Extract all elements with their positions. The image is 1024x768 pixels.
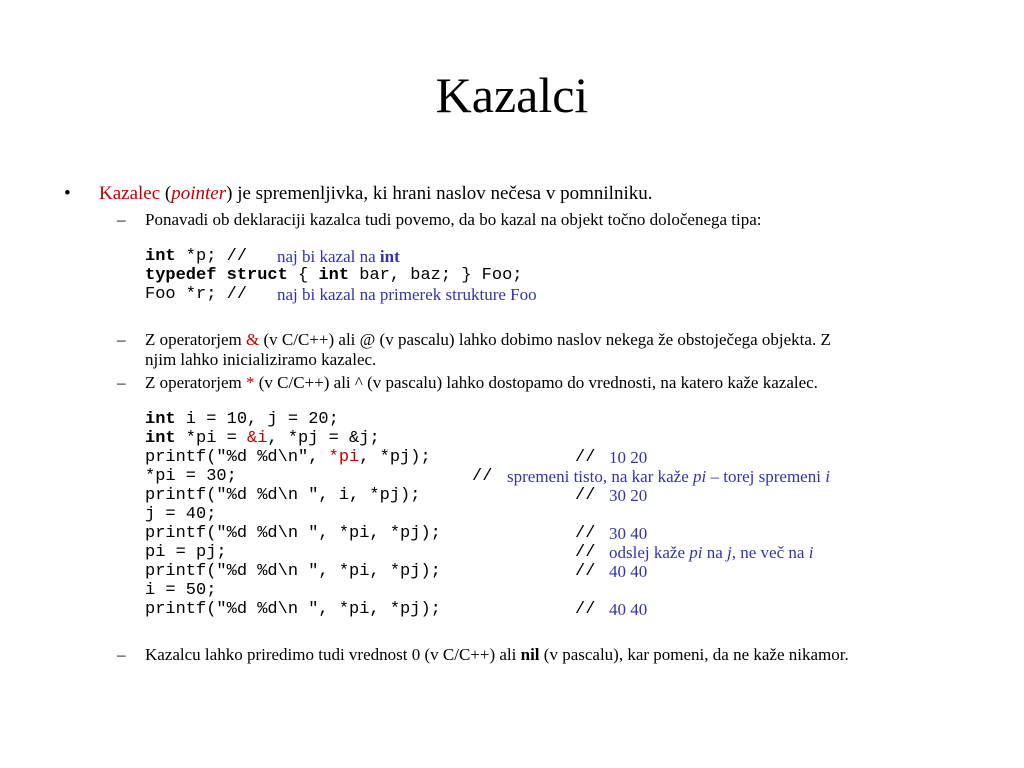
code1-line1-comment (277, 247, 400, 266)
code1-line2 (145, 266, 523, 285)
code2-line3 (145, 448, 431, 467)
code2-line4-slashes: // (472, 467, 493, 486)
code2-line8-comment (609, 543, 813, 562)
sub-bullet-4 (145, 645, 849, 665)
kw-struct: struct (226, 266, 288, 285)
code2-l2-address-of: &i (247, 429, 268, 448)
code2-l8-cmt-pi: pi (689, 543, 703, 562)
code2-l8-cmt-j: j (727, 543, 732, 562)
term-kazalec: Kazalec (99, 183, 161, 204)
dash-4: – (117, 645, 126, 664)
kw-int: int (145, 247, 176, 266)
code2-line10: i = 50; (145, 581, 217, 600)
code2-l8-cmt-b: na (702, 543, 728, 562)
code2-line9-comment: 40 40 (609, 562, 648, 581)
operator-ampersand: & (246, 330, 260, 349)
code1-line3: Foo *r; // (145, 285, 248, 304)
code2-line5: printf("%d %d\n ", i, *pj); (145, 486, 421, 505)
code2-line5-slashes: // (575, 486, 596, 505)
sub2-b: (v C/C++) ali @ (v pascalu) lahko dobimo naslov nekega že obstoječega objekta. Z (259, 330, 831, 349)
dash-2: – (117, 330, 126, 349)
code2-line11-slashes: // (575, 600, 596, 619)
code2-l4-cmt-b: – torej spremeni (706, 467, 826, 486)
code1-l1-comment: naj bi kazal na (277, 247, 380, 266)
kw-int: int (318, 266, 350, 285)
code2-line11-comment: 40 40 (609, 600, 648, 619)
code2-l4-cmt-i: i (825, 467, 830, 486)
sub4-a: Kazalcu lahko priredimo tudi vrednost 0 (v C/C++) ali (145, 645, 521, 664)
dash-3: – (117, 373, 126, 392)
code1-l2-b: bar, baz; } Foo; (349, 266, 523, 285)
sub-bullet-1: Ponavadi ob deklaraciji kazalca tudi povemo, da bo kazal na objekt točno določenega tipa: (145, 210, 762, 229)
term-pointer: pointer (171, 183, 227, 204)
code2-line6: j = 40; (145, 505, 217, 524)
slide-title: Kazalci (435, 67, 589, 123)
code2-l1-code: i = 10, j = 20; (175, 410, 339, 429)
code2-line7-slashes: // (575, 524, 596, 543)
code1-line1 (145, 247, 247, 266)
code1-l2-space (216, 266, 226, 285)
code1-line3-comment: naj bi kazal na primerek strukture Foo (277, 285, 537, 304)
code2-line4-comment (507, 467, 830, 486)
sub4-b: (v pascalu), kar pomeni, da ne kaže nikamor. (539, 645, 849, 664)
kw-int: int (145, 410, 176, 429)
sub-bullet-3 (145, 373, 818, 393)
code2-line8-slashes: // (575, 543, 596, 562)
sub3-a: Z operatorjem (145, 373, 247, 392)
code2-line1 (145, 410, 339, 429)
code2-l2-b: , *pj = &j; (267, 429, 380, 448)
code2-l3-deref: *pi (328, 448, 360, 467)
code2-line8: pi = pj; (145, 543, 227, 562)
code2-l2-a: *pi = (175, 429, 248, 448)
code2-l4-cmt-pi: pi (693, 467, 707, 486)
code2-l3-b: , *pj); (359, 448, 431, 467)
code2-l8-cmt-i: i (808, 543, 814, 562)
main-bullet-rest: je spremenljivka, ki hrani naslov nečesa v pomnilniku. (232, 183, 653, 204)
code2-line9: printf("%d %d\n ", *pi, *pj); (145, 562, 441, 581)
code2-line3-comment: 10 20 (609, 448, 648, 467)
code2-line7: printf("%d %d\n ", *pi, *pj); (145, 524, 441, 543)
code1-l1-code: *p; // (175, 247, 248, 266)
kw-typedef: typedef (145, 266, 217, 285)
kw-int: int (145, 429, 176, 448)
code2-l8-cmt-c: , ne več na (731, 543, 809, 562)
keyword-nil: nil (520, 645, 540, 664)
code2-l8-cmt-a: odslej kaže (609, 543, 690, 562)
code2-l3-a: printf("%d %d\n", (145, 448, 329, 467)
code1-l2-a: { (287, 266, 319, 285)
sub3-b: (v C/C++) ali ^ (v pascalu) lahko dostopamo do vrednosti, na katero kaže kazalec. (254, 373, 818, 392)
code2-line5-comment: 30 20 (609, 486, 648, 505)
sub2-a: Z operatorjem (145, 330, 247, 349)
code2-line4: *pi = 30; (145, 467, 237, 486)
main-bullet-text (99, 183, 652, 205)
code1-l1-comment-bold: int (379, 247, 400, 266)
sub-bullet-2 (145, 330, 831, 350)
code2-line11: printf("%d %d\n ", *pi, *pj); (145, 600, 441, 619)
bullet-marker: • (64, 183, 71, 204)
code2-line3-slashes: // (575, 448, 596, 467)
paren-close: ) (226, 183, 233, 204)
code2-line9-slashes: // (575, 562, 596, 581)
paren-open: ( (160, 183, 172, 204)
dash-1: – (117, 210, 126, 229)
code2-line7-comment: 30 40 (609, 524, 648, 543)
operator-star: * (246, 373, 255, 392)
code2-line2 (145, 429, 380, 448)
code2-l4-cmt-a: spremeni tisto, na kar kaže (507, 467, 693, 486)
sub-bullet-2-line2: njim lahko inicializiramo kazalec. (145, 350, 377, 369)
